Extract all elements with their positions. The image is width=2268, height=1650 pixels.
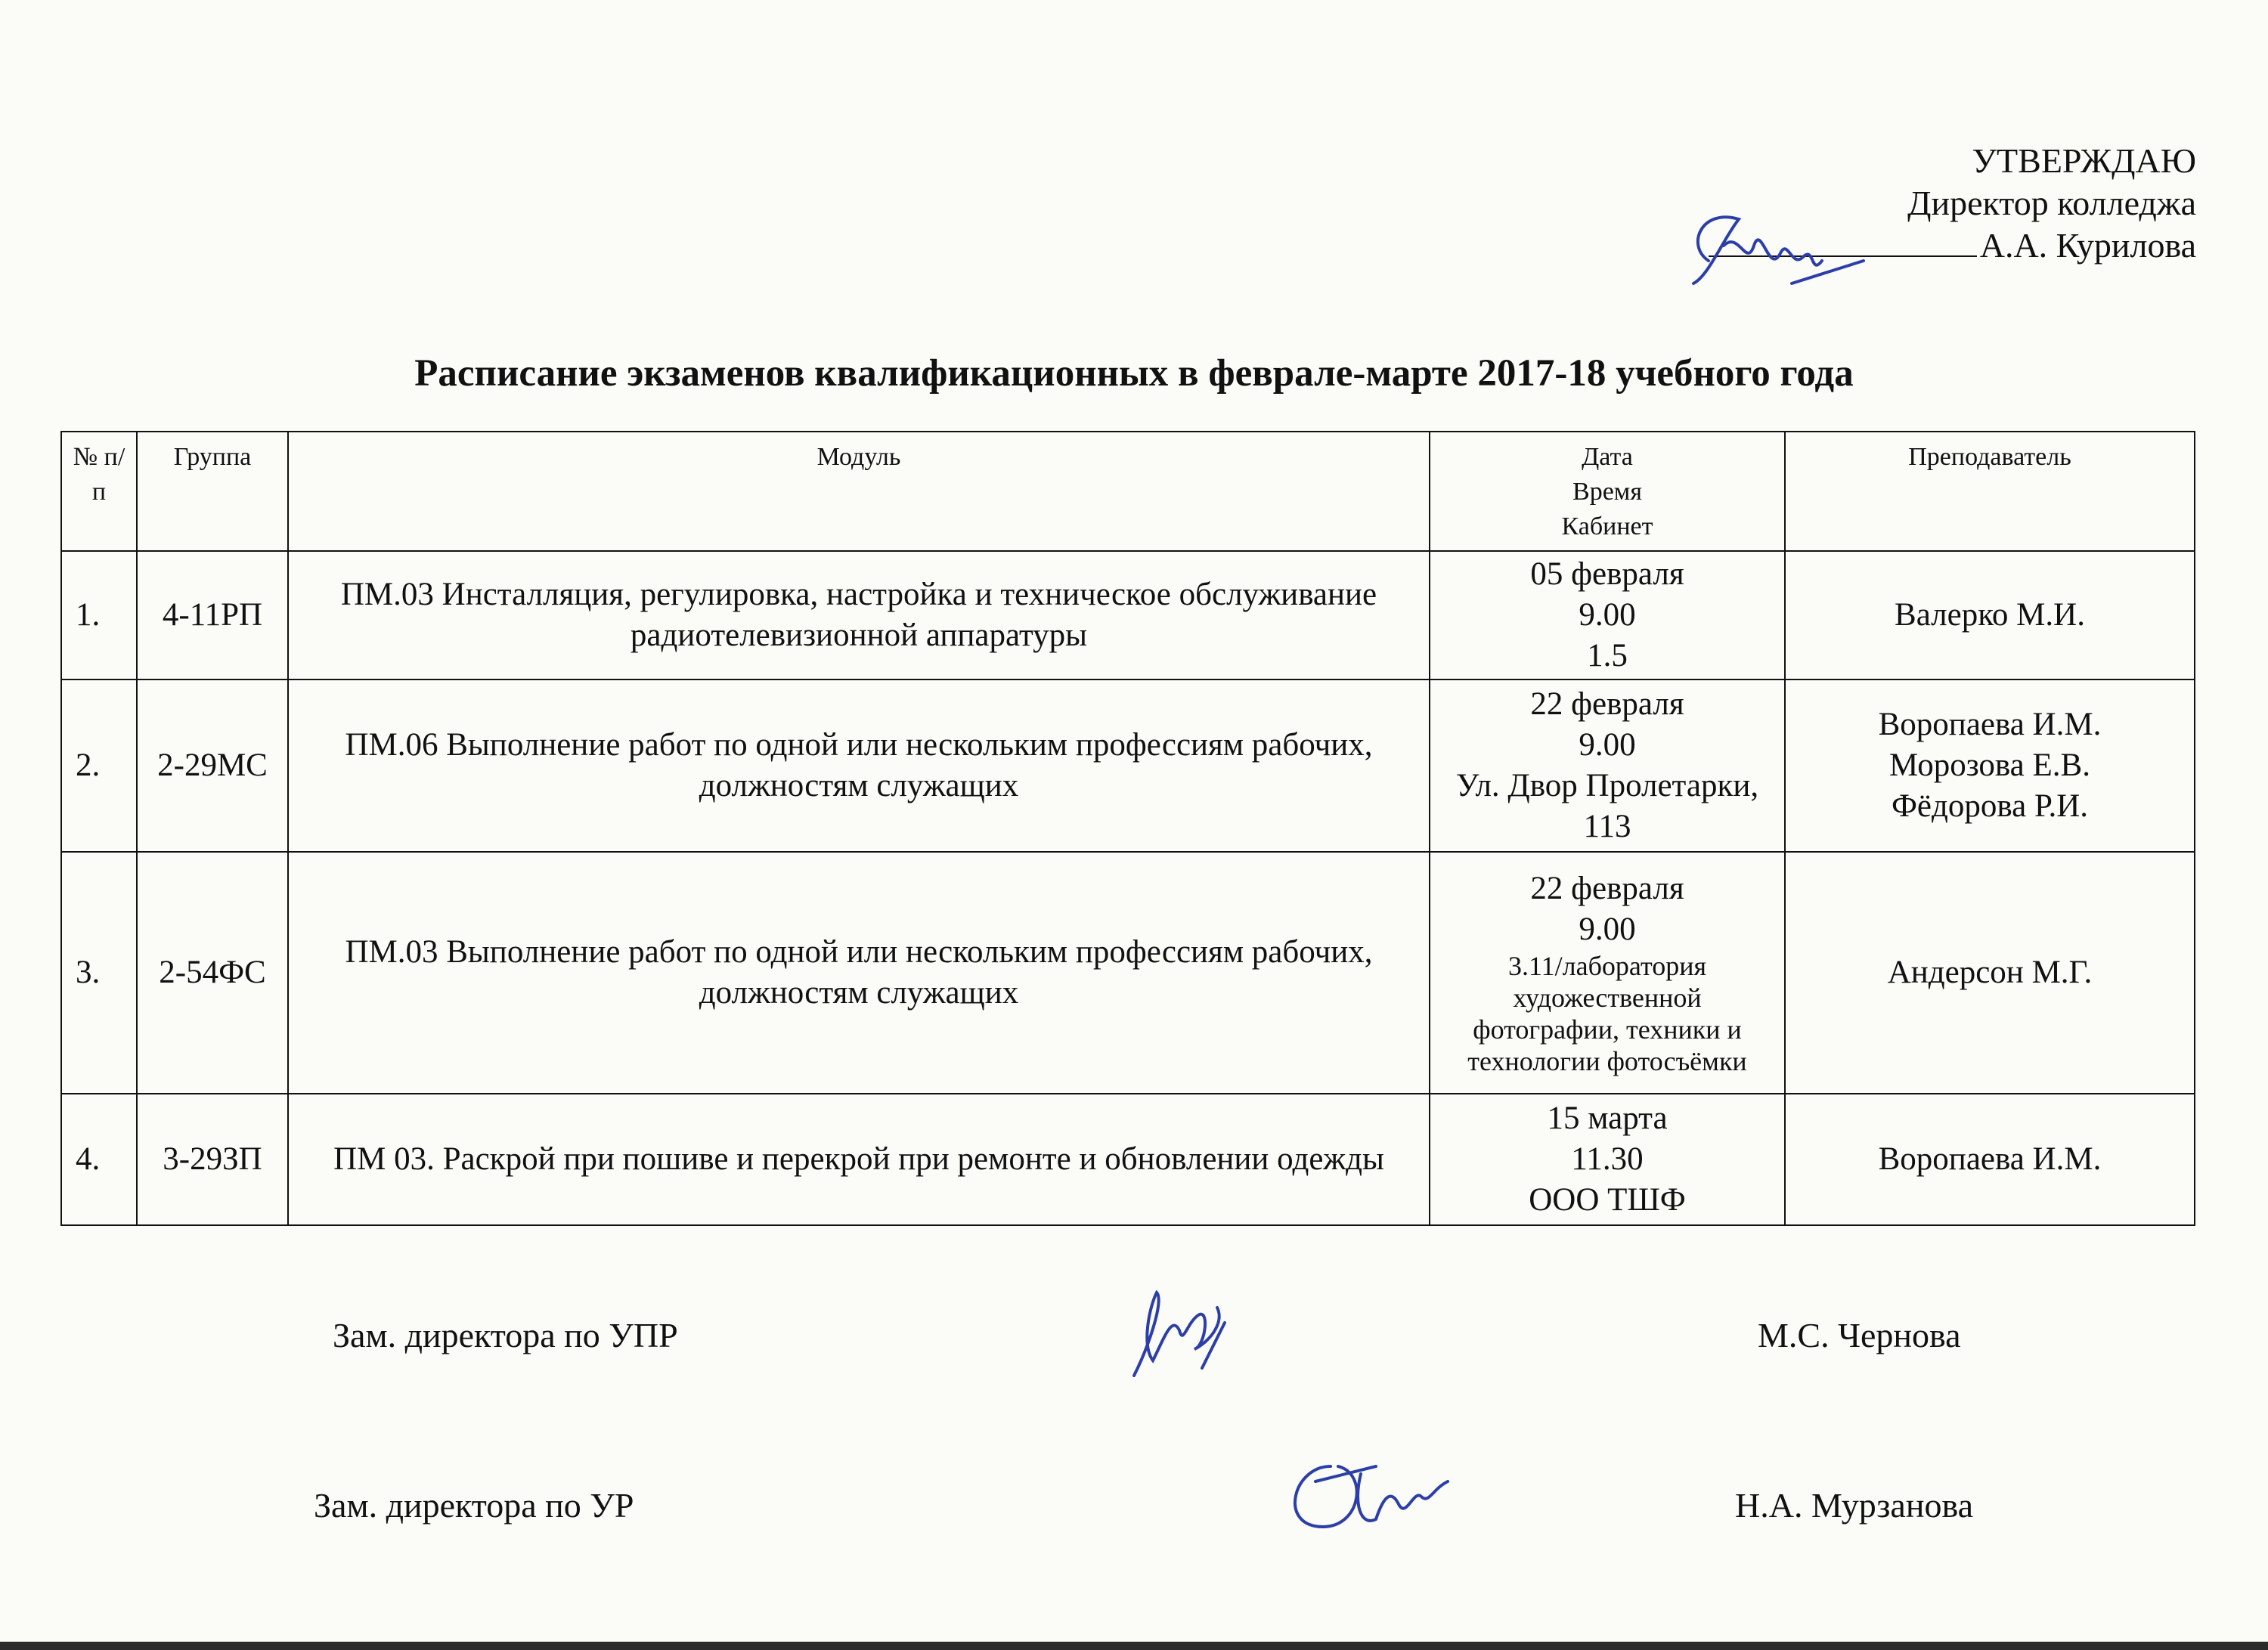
teacher-name: Фёдорова Р.И. (1891, 788, 2089, 824)
row-num: 4. (61, 1094, 137, 1225)
header-date-label: Дата (1582, 443, 1633, 471)
row-num: 2. (61, 680, 137, 852)
row-date-time-room (1430, 1094, 1785, 1225)
row-module: ПМ.03 Выполнение работ по одной или нескольким профессиям рабочих, должностям служащих (288, 852, 1430, 1094)
signatory-position: Зам. директора по УР (314, 1486, 634, 1525)
teacher-name: Валерко М.И. (1895, 597, 2085, 633)
row-time: 9.00 (1579, 597, 1636, 633)
row-module: ПМ.06 Выполнение работ по одной или нескольким профессиям рабочих, должностям служащих (288, 680, 1430, 852)
row-group: 2-29МС (137, 680, 288, 852)
deputy-upr-signature (1111, 1277, 1263, 1391)
header-time-label: Время (1572, 478, 1642, 506)
table-row (61, 852, 2195, 1094)
row-date: 22 февраля (1530, 871, 1684, 906)
table-row (61, 1094, 2195, 1225)
row-time: 11.30 (1571, 1141, 1644, 1177)
header-module: Модуль (288, 432, 1430, 551)
row-time: 9.00 (1579, 727, 1636, 763)
row-room: Ул. Двор Пролетарки, 113 (1455, 768, 1759, 844)
row-teacher (1785, 551, 2195, 680)
row-module: ПМ.03 Инсталляция, регулировка, настройка и техническое обслуживание радиотелевизионной аппаратуры (288, 551, 1430, 680)
row-time: 9.00 (1579, 912, 1636, 947)
signatory-position: Зам. директора по УПР (333, 1316, 678, 1354)
row-group: 4-11РП (137, 551, 288, 680)
director-signature (1678, 200, 1867, 306)
table-row (61, 680, 2195, 852)
teacher-name: Морозова Е.В. (1889, 748, 2090, 783)
deputy-ur-signature (1270, 1436, 1452, 1549)
row-teacher (1785, 680, 2195, 852)
approval-name: А.А. Курилова (1979, 226, 2196, 265)
header-group: Группа (137, 432, 288, 551)
teacher-name: Андерсон М.Г. (1887, 955, 2093, 990)
row-num: 1. (61, 551, 137, 680)
row-teacher (1785, 1094, 2195, 1225)
row-num: 3. (61, 852, 137, 1094)
signatory-name: Н.А. Мурзанова (1735, 1486, 1973, 1525)
document-title: Расписание экзаменов квалификационных в феврале-марте 2017-18 учебного года (414, 352, 1854, 395)
row-date-time-room (1430, 680, 1785, 852)
approval-heading: УТВЕРЖДАЮ (1972, 141, 2196, 180)
row-module: ПМ 03. Раскрой при пошиве и перекрой при ремонте и обновлении одежды (288, 1094, 1430, 1225)
row-date: 15 марта (1547, 1101, 1668, 1136)
row-room: ООО ТШФ (1529, 1182, 1686, 1218)
row-room: 1.5 (1587, 638, 1628, 673)
table-row (61, 551, 2195, 680)
row-date-time-room (1430, 852, 1785, 1094)
schedule-table (60, 431, 2195, 1226)
scan-edge (0, 1642, 2268, 1650)
teacher-name: Воропаева И.М. (1878, 707, 2102, 742)
row-date-time-room (1430, 551, 1785, 680)
row-date: 05 февраля (1530, 556, 1684, 592)
row-group: 2-54ФС (137, 852, 288, 1094)
header-room-label: Кабинет (1561, 512, 1653, 540)
row-group: 3-29ЗП (137, 1094, 288, 1225)
row-room: 3.11/лаборатория художественной фотографии, техники и технологии фотосъёмки (1467, 951, 1747, 1076)
header-num: № п/п (61, 432, 137, 551)
row-teacher (1785, 852, 2195, 1094)
approval-position: Директор колледжа (1907, 184, 2196, 222)
header-teacher: Преподаватель (1785, 432, 2195, 551)
table-header-row (61, 432, 2195, 551)
row-date: 22 февраля (1530, 686, 1684, 722)
header-date (1430, 432, 1785, 551)
signatory-name: М.С. Чернова (1758, 1316, 1961, 1354)
teacher-name: Воропаева И.М. (1878, 1141, 2102, 1177)
